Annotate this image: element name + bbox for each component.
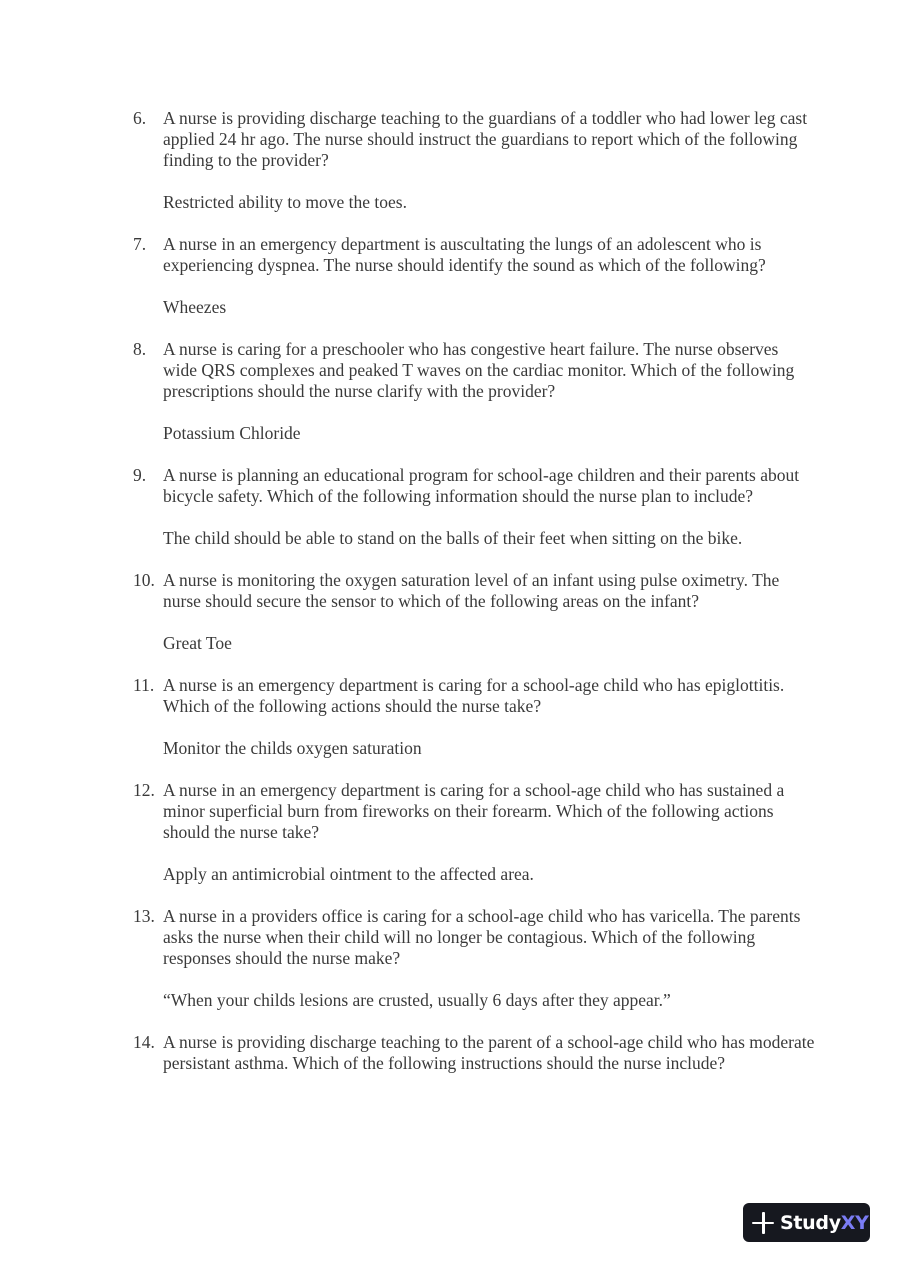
- question-item: [133, 906, 816, 1011]
- question-number: 8.: [133, 339, 147, 359]
- question-number: 14.: [133, 1032, 155, 1052]
- question-text: A nurse is providing discharge teaching to the parent of a school-age child who has moderate persistant asthma. Which of the following instructions should the nurse include?: [163, 1032, 815, 1073]
- answer-text: Monitor the childs oxygen saturation: [163, 738, 422, 758]
- answer-text: Great Toe: [163, 633, 232, 653]
- question-number: 6.: [133, 108, 147, 128]
- brand-logo-text: [780, 1212, 869, 1234]
- brand-name-accent: XY: [840, 1211, 869, 1234]
- question-list: [133, 108, 816, 1095]
- question-item: [133, 108, 816, 213]
- question-item: [133, 1032, 816, 1074]
- answer-text: “When your childs lesions are crusted, usually 6 days after they appear.”: [163, 990, 671, 1010]
- question-text: A nurse in an emergency department is auscultating the lungs of an adolescent who is experiencing dyspnea. The nurse should identify the sound as which of the following?: [163, 234, 766, 275]
- question-item: [133, 570, 816, 654]
- answer-text: Apply an antimicrobial ointment to the affected area.: [163, 864, 534, 884]
- question-text: A nurse in a providers office is caring for a school-age child who has varicella. The parents asks the nurse when their child will no longer be contagious. Which of the following responses should the nurse make?: [163, 906, 801, 968]
- question-text: A nurse in an emergency department is caring for a school-age child who has sustained a minor superficial burn from fireworks on their forearm. Which of the following actions should the nurse take?: [163, 780, 785, 842]
- question-number: 10.: [133, 570, 155, 590]
- question-text: A nurse is providing discharge teaching to the guardians of a toddler who had lower leg cast applied 24 hr ago. The nurse should instruct the guardians to report which of the following finding to the provider?: [163, 108, 808, 170]
- question-text: A nurse is an emergency department is caring for a school-age child who has epiglottitis. Which of the following actions should the nurse take?: [163, 675, 785, 716]
- brand-name-main: Study: [780, 1211, 841, 1234]
- question-item: [133, 675, 816, 759]
- question-number: 11.: [133, 675, 155, 695]
- question-item: [133, 339, 816, 444]
- question-item: [133, 465, 816, 549]
- question-number: 13.: [133, 906, 155, 926]
- answer-text: Wheezes: [163, 297, 227, 317]
- question-item: [133, 234, 816, 318]
- answer-text: Potassium Chloride: [163, 423, 301, 443]
- answer-text: Restricted ability to move the toes.: [163, 192, 407, 212]
- question-text: A nurse is caring for a preschooler who has congestive heart failure. The nurse observes wide QRS complexes and peaked T waves on the cardiac monitor. Which of the following prescriptions should the nurse clarify with the provider?: [163, 339, 795, 401]
- question-number: 12.: [133, 780, 155, 800]
- plus-icon: [752, 1212, 774, 1234]
- studyxy-badge[interactable]: [743, 1203, 870, 1242]
- question-item: [133, 780, 816, 885]
- question-text: A nurse is monitoring the oxygen saturation level of an infant using pulse oximetry. The nurse should secure the sensor to which of the following areas on the infant?: [163, 570, 780, 611]
- question-number: 7.: [133, 234, 147, 254]
- question-number: 9.: [133, 465, 147, 485]
- question-text: A nurse is planning an educational program for school-age children and their parents about bicycle safety. Which of the following information should the nurse plan to include?: [163, 465, 800, 506]
- answer-text: The child should be able to stand on the balls of their feet when sitting on the bike.: [163, 528, 743, 548]
